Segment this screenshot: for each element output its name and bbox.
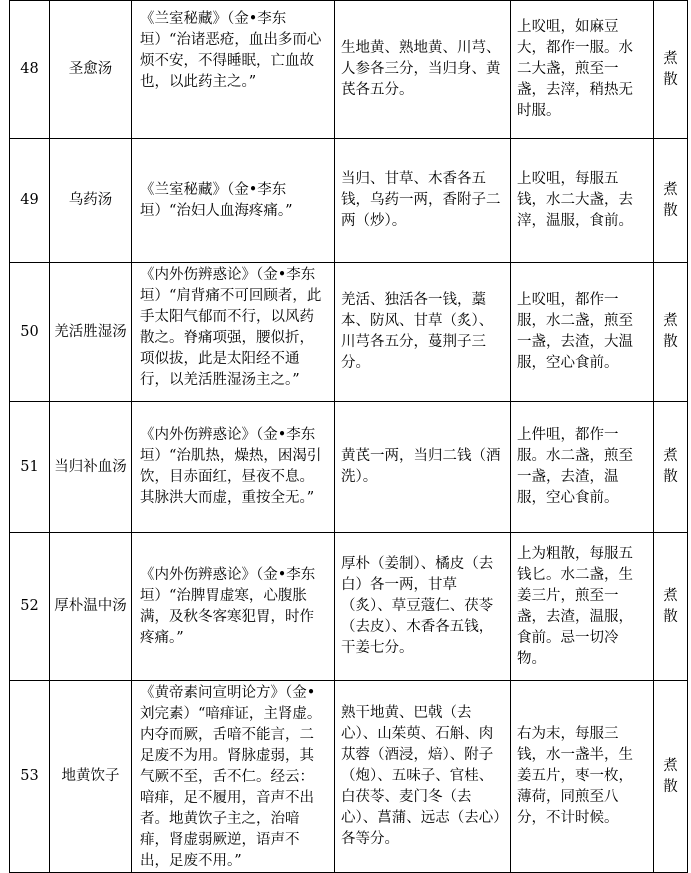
- table-row: [10, 533, 688, 681]
- row-number: 50: [10, 263, 50, 402]
- row-number: 51: [10, 402, 50, 533]
- usage-text: 上为粗散，每服五钱匕。水二盏，生姜三片，煎至一盏，去渣，温服，食前。忌一切冷物。: [511, 533, 654, 681]
- formula-name: 厚朴温中汤: [50, 533, 132, 681]
- row-number: 48: [10, 1, 50, 139]
- source-text: 《兰室秘藏》（金•李东垣）“治妇人血海疼痛。”: [132, 139, 335, 263]
- prescription-table: [9, 0, 688, 873]
- ingredients-text: 黄芪一两，当归二钱（酒洗）。: [335, 402, 511, 533]
- source-text: 《黄帝素问宣明论方》（金•刘完素）“喑痱证，主肾虚。内夺而厥，舌喑不能言，二足废不为用。肾脉虚弱，其气厥不至，舌不仁。经云：喑痱，足不履用，音声不出者。地黄饮子主之，治喑痱，肾虚弱厥逆，语声不出，足废不用。”: [132, 681, 335, 873]
- usage-text: 上件咀，都作一服。水二盏，煎至一盏，去渣，温服，空心食前。: [511, 402, 654, 533]
- row-number: 53: [10, 681, 50, 873]
- formula-name: 当归补血汤: [50, 402, 132, 533]
- table-row: [10, 681, 688, 873]
- usage-text: 上㕮咀，都作一服，水二盏，煎至一盏，去渣，大温服，空心食前。: [511, 263, 654, 402]
- row-number: 49: [10, 139, 50, 263]
- source-text: 《内外伤辨惑论》（金•李东垣）“肩背痛不可回顾者，此手太阳气郁而不行，以风药散之。脊痛项强，腰似折，项似拔，此是太阳经不通行，以羌活胜湿汤主之。”: [132, 263, 335, 402]
- ingredients-text: 熟干地黄、巴戟（去心）、山茱萸、石斛、肉苁蓉（酒浸，焙）、附子（炮）、五味子、官桂、白茯苓、麦门冬（去心）、菖蒲、远志（去心）各等分。: [335, 681, 511, 873]
- ingredients-text: 生地黄、熟地黄、川芎、人参各三分，当归身、黄芪各五分。: [335, 1, 511, 139]
- source-text: 《兰室秘藏》（金•李东垣）“治诸恶疮，血出多而心烦不安，不得睡眠，亡血故也，以此药主之。”: [132, 1, 335, 139]
- usage-text: 右为末，每服三钱，水一盏半，生姜五片，枣一枚，薄荷，同煎至八分，不计时候。: [511, 681, 654, 873]
- usage-text: 上㕮咀，如麻豆大，都作一服。水二大盏，煎至一盏，去滓，稍热无时服。: [511, 1, 654, 139]
- dosage-form: 煮散: [654, 1, 688, 139]
- table-row: [10, 263, 688, 402]
- dosage-form: 煮散: [654, 263, 688, 402]
- dosage-form: 煮散: [654, 139, 688, 263]
- source-text: 《内外伤辨惑论》（金•李东垣）“治脾胃虚寒，心腹胀满，及秋冬客寒犯胃，时作疼痛。”: [132, 533, 335, 681]
- formula-name: 乌药汤: [50, 139, 132, 263]
- ingredients-text: 当归、甘草、木香各五钱，乌药一两，香附子二两（炒）。: [335, 139, 511, 263]
- table-row: [10, 402, 688, 533]
- ingredients-text: 羌活、独活各一钱，藁本、防风、甘草（炙）、川芎各五分，蔓荆子三分。: [335, 263, 511, 402]
- usage-text: 上㕮咀，每服五钱，水二大盏，去滓，温服，食前。: [511, 139, 654, 263]
- formula-name: 地黄饮子: [50, 681, 132, 873]
- table-row: [10, 139, 688, 263]
- dosage-form: 煮散: [654, 533, 688, 681]
- source-text: 《内外伤辨惑论》（金•李东垣）“治肌热，燥热，困渴引饮，目赤面红，昼夜不息。其脉洪大而虚，重按全无。”: [132, 402, 335, 533]
- formula-name: 羌活胜湿汤: [50, 263, 132, 402]
- formula-name: 圣愈汤: [50, 1, 132, 139]
- table-row: [10, 1, 688, 139]
- dosage-form: 煮散: [654, 402, 688, 533]
- ingredients-text: 厚朴（姜制）、橘皮（去白）各一两，甘草（炙）、草豆蔻仁、茯苓（去皮）、木香各五钱，干姜七分。: [335, 533, 511, 681]
- row-number: 52: [10, 533, 50, 681]
- dosage-form: 煮散: [654, 681, 688, 873]
